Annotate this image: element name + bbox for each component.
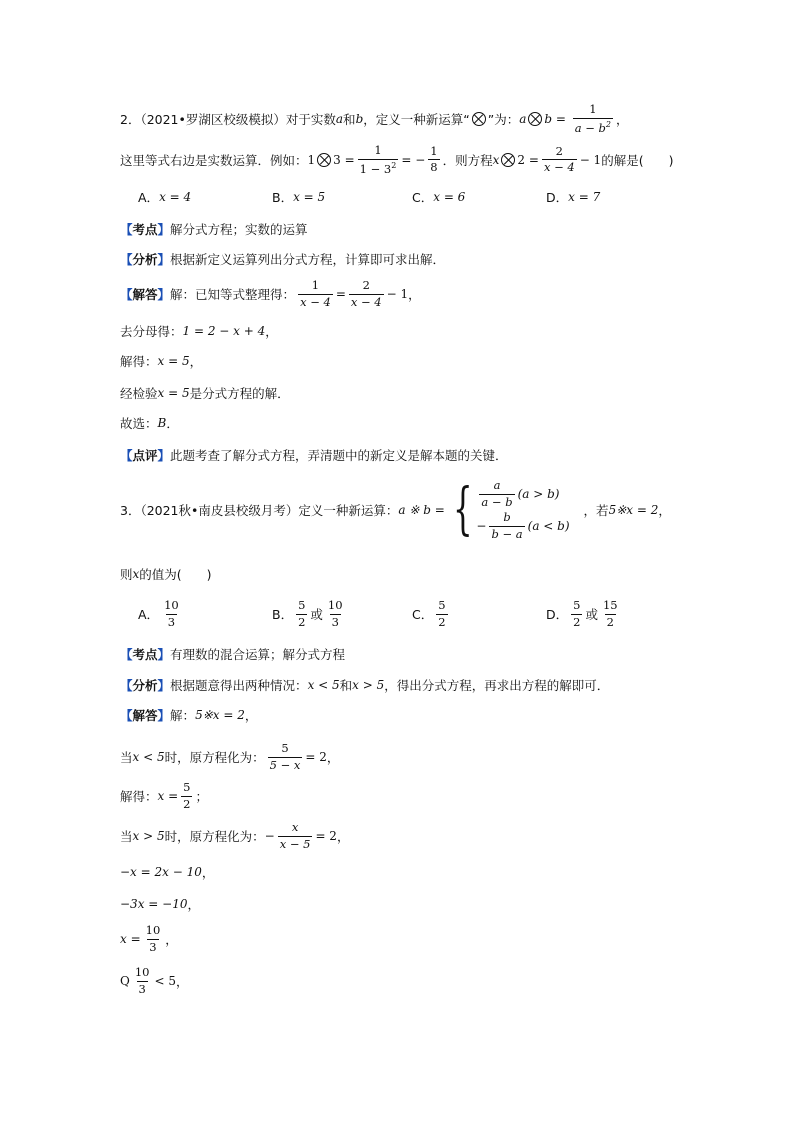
tag: 【考点】	[120, 647, 171, 662]
comma: ，	[189, 354, 203, 369]
var-x: x	[132, 567, 140, 581]
frac	[479, 480, 514, 508]
frac	[349, 280, 384, 308]
frac-den: $a - b^2$	[574, 119, 612, 135]
step-label: 经检验	[120, 386, 158, 401]
frac-num: 1	[311, 278, 320, 292]
eq: = 2	[305, 750, 327, 764]
q3-kaodian	[120, 645, 345, 663]
option-c[interactable]	[412, 188, 546, 206]
option-value: x = 5	[293, 190, 326, 204]
option-label: A．	[138, 607, 160, 622]
frac	[326, 600, 345, 628]
frac	[181, 782, 192, 810]
eq: =	[335, 287, 346, 301]
answer: B	[157, 416, 167, 430]
brace: {	[452, 477, 473, 542]
option-label: C．	[412, 190, 434, 205]
frac-num: 10	[145, 923, 161, 937]
solve-label: 解得：	[120, 789, 158, 804]
q3-l4	[120, 967, 189, 995]
case-mid: 时，原方程化为：	[164, 829, 265, 844]
tag: 【点评】	[120, 448, 171, 463]
frac-num: 1	[374, 143, 382, 157]
frac-num: 10	[327, 598, 343, 612]
frac	[133, 967, 152, 995]
comma: ，	[201, 865, 215, 880]
tag-label: 分析	[132, 252, 158, 267]
frac-num: 2	[555, 143, 563, 158]
option-c[interactable]	[412, 600, 546, 628]
q3-case1	[120, 743, 339, 771]
frac-num: 15	[602, 598, 618, 612]
option-label: D．	[546, 607, 569, 622]
frac-num: 2	[362, 278, 370, 292]
q3-line1	[120, 477, 671, 542]
option-label: D．	[546, 190, 569, 205]
frac	[436, 600, 447, 628]
comma: ，	[616, 111, 629, 127]
option-a[interactable]	[138, 600, 272, 628]
frac	[489, 512, 524, 540]
frac-den: 5 − x	[269, 757, 301, 772]
otimes-icon	[501, 153, 515, 167]
frac	[144, 925, 163, 953]
option-label: B．	[272, 607, 294, 622]
frac-den: 3	[149, 939, 157, 954]
fenxi-text: 根据新定义运算列出分式方程，计算即可求出解．	[170, 252, 446, 267]
x-eq: x =	[157, 789, 179, 803]
frac-den: a − b	[481, 494, 513, 509]
step-post: 是分式方程的解．	[189, 386, 290, 401]
cond-suffix: ，若	[583, 503, 609, 518]
step-eq: x = 5	[157, 354, 190, 368]
var-a: a	[335, 111, 344, 126]
frac-num: 5	[281, 741, 289, 755]
therefore-symbol: Q	[120, 974, 130, 988]
q3-l1	[120, 863, 214, 881]
comma: ，	[187, 897, 200, 912]
eq-line: −3x = −10	[120, 897, 188, 911]
otimes-icon	[528, 112, 542, 126]
step-eq: x = 5	[157, 386, 190, 400]
def-fraction	[573, 104, 613, 134]
frac-num: 1	[589, 102, 597, 116]
frac-den: 2	[183, 796, 191, 811]
frac	[278, 822, 313, 850]
q3-options	[138, 600, 623, 628]
eq-2: 2 =	[517, 152, 539, 167]
option-d[interactable]	[546, 600, 623, 628]
frac-num: a	[493, 478, 501, 492]
q3-l2	[120, 895, 200, 913]
frac-den: $1 - 3^2$	[359, 160, 397, 176]
q2-kaodian	[120, 220, 308, 238]
frac-num: 5	[298, 598, 306, 612]
and: 和	[339, 678, 353, 693]
option-b[interactable]	[272, 188, 412, 206]
frac	[601, 600, 620, 628]
case-cond: x > 5	[132, 829, 165, 843]
frac-den: 3	[331, 614, 339, 629]
minus-one: − 1	[579, 152, 602, 167]
q3-jieda	[120, 706, 257, 724]
tag-label: 考点	[132, 222, 158, 237]
tag: 【分析】	[120, 678, 171, 693]
cond: x > 5	[352, 678, 385, 692]
piecewise	[476, 480, 569, 540]
q2-step4	[120, 414, 179, 432]
var-b: b	[355, 111, 364, 126]
ex-fraction	[358, 145, 399, 175]
dianping-text: 此题考查了解分式方程，弄清题中的新定义是解本题的关键．	[170, 448, 508, 463]
frac-den: x − 4	[350, 294, 382, 309]
frac-num: 5	[573, 598, 581, 612]
cond: x < 5	[307, 678, 340, 692]
expr: a ※ b =	[398, 503, 445, 517]
cond: (a > b)	[517, 487, 560, 501]
jieda-intro: 解：	[170, 708, 196, 723]
q2-step2	[120, 352, 202, 370]
eq: = 2	[315, 829, 337, 843]
q2-line2-mid: ．则方程	[442, 152, 493, 168]
q2-options	[138, 188, 600, 206]
step-eq: 1 = 2 − x + 4	[182, 324, 266, 338]
frac	[162, 600, 181, 628]
q2-def2: ”为：	[487, 111, 520, 127]
case-pre: 当	[120, 829, 133, 844]
q3-line2	[120, 565, 212, 583]
ex-3: 3 =	[333, 152, 355, 167]
fenxi-b: ，得出分式方程，再求出方程的解即可．	[384, 678, 610, 693]
option-label: B．	[272, 190, 294, 205]
case-mid: 时，原方程化为：	[164, 750, 265, 765]
option-value: x = 7	[568, 190, 601, 204]
frac	[298, 280, 333, 308]
q2-dianping	[120, 446, 508, 464]
option-label: A．	[138, 190, 160, 205]
q2-step3	[120, 384, 290, 402]
cond: (a < b)	[527, 519, 570, 533]
eq-fraction	[542, 143, 577, 175]
q2-line1	[120, 104, 629, 134]
q2-def: ，定义一种新运算“	[363, 111, 470, 127]
step-label: 故选：	[120, 416, 158, 431]
tag-label: 考点	[132, 647, 158, 662]
option-label: C．	[412, 607, 434, 622]
option-a[interactable]	[138, 188, 272, 206]
case-1	[476, 480, 569, 508]
tag-label: 解答	[132, 708, 158, 723]
comma: ，	[176, 974, 189, 989]
q2-jieda	[120, 280, 421, 308]
q3-number: 3．（2021秋•南皮县校级月考）定义一种新运算：	[120, 503, 399, 518]
q2-line2	[120, 145, 673, 175]
tag: 【解答】	[120, 287, 171, 302]
frac-den: b − a	[491, 526, 523, 541]
eq-neg: = −	[401, 152, 426, 167]
neg: −	[264, 829, 275, 843]
q2-and: 和	[343, 111, 356, 127]
q3-case2	[120, 822, 349, 850]
frac	[268, 743, 303, 771]
comma: ，	[336, 829, 350, 844]
or: 或	[585, 607, 598, 622]
var-x: x	[492, 152, 500, 167]
comma: ，	[265, 324, 278, 339]
frac-num: x	[291, 820, 299, 834]
eq-sign: =	[552, 111, 570, 126]
frac-den: 8	[430, 160, 438, 175]
comma: ，	[165, 932, 178, 947]
fenxi-a: 根据题意得出两种情况：	[170, 678, 308, 693]
tag: 【考点】	[120, 222, 171, 237]
frac-den: x − 4	[543, 160, 575, 175]
step-label: 去分母得：	[120, 324, 183, 339]
ex-result-fraction	[428, 143, 439, 175]
neg: −	[476, 519, 487, 533]
comma: ，	[658, 503, 671, 518]
frac-den: x − 4	[300, 294, 331, 309]
q2-line2-prefix: 这里等式右边是实数运算．例如：	[120, 152, 308, 168]
semicolon: ；	[195, 789, 208, 804]
option-value: x = 4	[159, 190, 192, 204]
q2-number: 2．（2021•罗湖区校级模拟）对于实数	[120, 111, 336, 127]
q3-solve1	[120, 782, 208, 810]
case-cond: x < 5	[132, 750, 165, 764]
ex-1: 1	[307, 152, 316, 167]
comma: ，	[244, 708, 258, 723]
def-expr: a	[519, 111, 527, 126]
option-b[interactable]	[272, 600, 412, 628]
x-eq: x =	[120, 932, 141, 946]
frac	[296, 600, 307, 628]
q2-step1	[120, 322, 278, 340]
tag: 【解答】	[120, 708, 171, 723]
option-value: x = 6	[433, 190, 466, 204]
frac-den: 3	[138, 981, 146, 996]
line2b: 的值为( )	[139, 567, 212, 582]
frac-num: 5	[183, 780, 191, 794]
def-b: b	[544, 111, 553, 126]
kaodian-text: 解分式方程；实数的运算	[170, 222, 308, 237]
frac-num: 5	[438, 598, 446, 612]
frac-num: b	[503, 510, 511, 524]
line2: 则	[120, 567, 133, 582]
minus-one: − 1	[386, 287, 409, 301]
frac-num: 1	[430, 143, 438, 158]
comma: ，	[326, 750, 340, 765]
case-2	[476, 512, 569, 540]
frac-num: 10	[134, 965, 150, 979]
case-pre: 当	[120, 750, 133, 765]
frac-den: 2	[438, 614, 446, 629]
or: 或	[310, 607, 323, 622]
otimes-icon	[317, 153, 331, 167]
comma: ，	[408, 287, 421, 302]
tag-label: 解答	[132, 287, 158, 302]
q3-l3	[120, 925, 178, 953]
tag-label: 分析	[132, 678, 158, 693]
lt: < 5	[154, 974, 176, 988]
eq-line: −x = 2x − 10	[120, 865, 202, 879]
period: ．	[166, 416, 179, 431]
cond-eq: 5※x = 2	[608, 503, 659, 517]
frac	[571, 600, 582, 628]
frac-den: 3	[167, 614, 176, 629]
otimes-icon	[472, 112, 486, 126]
frac-den: 2	[298, 614, 306, 629]
frac-den: x − 5	[279, 836, 311, 851]
jieda-text: 解：已知等式整理得：	[170, 287, 296, 302]
frac-den: 2	[606, 614, 614, 629]
kaodian-text: 有理数的混合运算；解分式方程	[170, 647, 346, 662]
step-label: 解得：	[120, 354, 158, 369]
option-d[interactable]	[546, 188, 600, 206]
frac-num: 10	[164, 598, 179, 612]
jieda-eq: 5※x = 2	[195, 708, 245, 722]
q2-line2-suffix: 的解是( )	[601, 152, 674, 168]
tag-label: 点评	[132, 448, 158, 463]
q2-fenxi	[120, 250, 445, 268]
frac-den: 2	[573, 614, 581, 629]
tag: 【分析】	[120, 252, 171, 267]
q3-fenxi	[120, 676, 609, 694]
